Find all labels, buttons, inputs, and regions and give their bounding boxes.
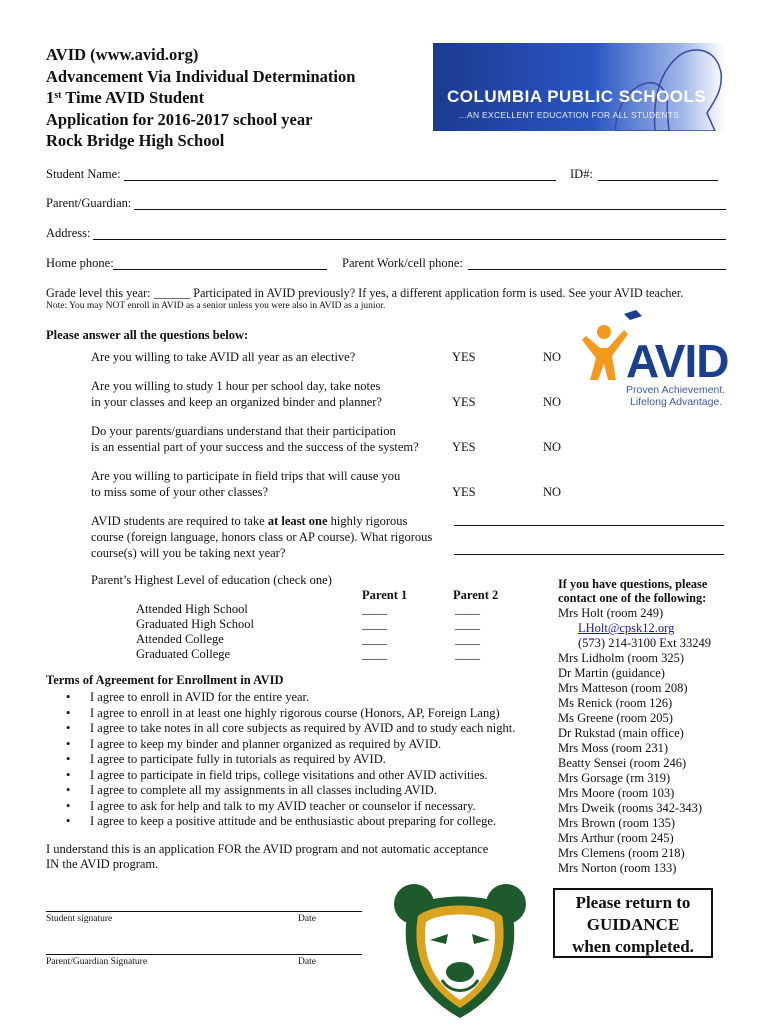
- return-line-3: when completed.: [572, 937, 694, 956]
- question-1: Are you willing to take AVID all year as an elective?: [91, 350, 356, 364]
- question-2-line-1: Are you willing to study 1 hour per school day, take notes: [91, 379, 381, 393]
- contact-holt-email-link[interactable]: LHolt@cpsk12.org: [578, 621, 675, 635]
- parent-1-blank-2[interactable]: ____: [362, 617, 387, 631]
- education-level-graduated-hs: Graduated High School: [136, 617, 255, 631]
- parent-signature-field[interactable]: [46, 954, 362, 955]
- q4-no-option[interactable]: NO: [543, 485, 562, 499]
- question-5-pre: AVID students are required to take: [91, 514, 268, 528]
- q3-yes-option[interactable]: YES: [452, 440, 476, 454]
- address-field[interactable]: [93, 239, 726, 240]
- question-5-line-2: course (foreign language, honors class or AP course). What rigorous: [91, 530, 433, 544]
- senior-note: Note: You may NOT enroll in AVID as a senior unless you were also in AVID as a junior.: [46, 301, 386, 311]
- contact-item: Mrs Arthur (room 245): [558, 831, 674, 845]
- parent-date-label: Date: [298, 957, 316, 967]
- contact-item: Mrs Lidholm (room 325): [558, 651, 685, 665]
- parent-signature-label: Parent/Guardian Signature: [46, 957, 148, 967]
- contact-holt: Mrs Holt (room 249): [558, 606, 664, 620]
- terms-item: • I agree to keep a positive attitude and be enthusiastic about preparing for college.: [62, 814, 515, 830]
- question-4-line-1: Are you willing to participate in field trips that will cause you: [91, 469, 401, 483]
- title-line-first-time: [46, 87, 355, 109]
- education-level-attended-college: Attended College: [136, 632, 224, 646]
- q2-no-option[interactable]: NO: [543, 395, 562, 409]
- student-name-field[interactable]: [124, 180, 556, 181]
- avid-logo-word: AVID: [626, 335, 729, 387]
- parent-work-phone-field[interactable]: [468, 269, 726, 270]
- contact-item: Mrs Brown (room 135): [558, 816, 676, 830]
- question-5: [91, 513, 432, 561]
- terms-list: [62, 690, 515, 830]
- education-level-graduated-college: Graduated College: [136, 647, 231, 661]
- question-4-line-2: to miss some of your other classes?: [91, 485, 269, 499]
- terms-item: • I agree to ask for help and talk to my AVID teacher or counselor if necessary.: [62, 799, 515, 815]
- title-first-superscript: st: [54, 90, 62, 101]
- parent-2-checkboxes: [455, 602, 480, 662]
- terms-heading: Terms of Agreement for Enrollment in AVID: [46, 673, 284, 687]
- understand-line-1: I understand this is an application FOR the AVID program and not automatic acceptance: [46, 842, 489, 856]
- contact-item: Mrs Gorsage (rm 319): [558, 771, 671, 785]
- parent-2-blank-4[interactable]: ____: [455, 647, 480, 661]
- contact-item: Mrs Clemens (room 218): [558, 846, 685, 860]
- avid-logo-tagline-1: Proven Achievement.: [626, 384, 726, 396]
- home-phone-label: Home phone:: [46, 256, 114, 270]
- q3-no-option[interactable]: NO: [543, 440, 562, 454]
- district-logo-tagline: ...AN EXCELLENT EDUCATION FOR ALL STUDENTS: [459, 110, 680, 120]
- terms-item: • I agree to participate in field trips, college visitations and other AVID activities.: [62, 768, 515, 784]
- contacts-heading-line-2: contact one of the following:: [558, 591, 707, 605]
- student-date-label: Date: [298, 914, 316, 924]
- q4-yes-option[interactable]: YES: [452, 485, 476, 499]
- id-field[interactable]: [598, 180, 718, 181]
- contact-item: Mrs Matteson (room 208): [558, 681, 688, 695]
- address-label: Address:: [46, 226, 91, 240]
- contacts-heading: [558, 577, 707, 605]
- parent-guardian-label: Parent/Guardian:: [46, 196, 132, 210]
- contact-holt-phone: (573) 214-3100 Ext 33249: [578, 636, 711, 650]
- contact-item: Ms Greene (room 205): [558, 711, 673, 725]
- education-heading: Parent’s Highest Level of education (check one): [91, 573, 332, 587]
- questions-heading: Please answer all the questions below:: [46, 328, 249, 342]
- contact-item: Dr Martin (guidance): [558, 666, 665, 680]
- question-5-post: highly rigorous: [327, 514, 408, 528]
- student-signature-label: Student signature: [46, 914, 113, 924]
- title-first-rest: Time AVID Student: [61, 88, 205, 107]
- return-line-2: GUIDANCE: [586, 915, 680, 934]
- contact-item: Mrs Moore (room 103): [558, 786, 675, 800]
- understand-line-2: IN the AVID program.: [46, 857, 159, 871]
- terms-item: • I agree to enroll in at least one highly rigorous course (Honors, AP, Foreign Lang): [62, 706, 515, 722]
- question-2: [91, 378, 382, 410]
- rigorous-course-field-2[interactable]: [454, 554, 724, 555]
- contacts-heading-line-1: If you have questions, please: [558, 577, 708, 591]
- district-logo: [433, 43, 725, 131]
- question-4: [91, 468, 400, 500]
- contact-item: Mrs Moss (room 231): [558, 741, 669, 755]
- parent-2-blank-1[interactable]: ____: [455, 602, 480, 616]
- q1-no-option[interactable]: NO: [543, 350, 562, 364]
- title-line-application: Application for 2016-2017 school year: [46, 109, 313, 129]
- parent-1-blank-1[interactable]: ____: [362, 602, 387, 616]
- contact-item: Mrs Dweik (rooms 342-343): [558, 801, 703, 815]
- understand-statement: [46, 842, 488, 872]
- q1-yes-option[interactable]: YES: [452, 350, 476, 364]
- q2-yes-option[interactable]: YES: [452, 395, 476, 409]
- parent-2-blank-3[interactable]: ____: [455, 632, 480, 646]
- contact-item: Ms Renick (room 126): [558, 696, 673, 710]
- terms-item: • I agree to complete all my assignments in all classes including AVID.: [62, 783, 515, 799]
- parent-guardian-field[interactable]: [134, 209, 726, 210]
- question-5-emphasis: at least one: [267, 514, 328, 528]
- contact-list: [558, 651, 702, 876]
- question-3: [91, 423, 419, 455]
- question-3-line-1: Do your parents/guardians understand that their participation: [91, 424, 396, 438]
- student-signature-field[interactable]: [46, 911, 362, 912]
- parent-work-phone-label: Parent Work/cell phone:: [342, 256, 463, 270]
- avid-logo: [572, 308, 732, 418]
- home-phone-field[interactable]: [113, 269, 327, 270]
- avid-logo-tagline-2: Lifelong Advantage.: [630, 396, 723, 408]
- student-name-label: Student Name:: [46, 167, 121, 181]
- education-level-attended-hs: Attended High School: [136, 602, 248, 616]
- contact-item: Mrs Norton (room 133): [558, 861, 677, 875]
- terms-item: • I agree to enroll in AVID for the entire year.: [62, 690, 515, 706]
- question-3-line-2: is an essential part of your success and the success of the system?: [91, 440, 419, 454]
- terms-item: • I agree to take notes in all core subjects as required by AVID and to study each night.: [62, 721, 515, 737]
- title-line-school: Rock Bridge High School: [46, 131, 225, 150]
- bear-mascot-icon: [390, 880, 530, 1022]
- question-5-line-1: [91, 513, 432, 529]
- contact-item: Dr Rukstad (main office): [558, 726, 684, 740]
- id-label: ID#:: [570, 167, 593, 181]
- terms-item: • I agree to participate fully in tutorials as required by AVID.: [62, 752, 515, 768]
- parent-2-column-heading: Parent 2: [453, 588, 499, 602]
- return-to-guidance-box: [553, 888, 713, 958]
- title-line-avid: AVID (www.avid.org): [46, 45, 199, 64]
- question-2-line-2: in your classes and keep an organized binder and planner?: [91, 395, 382, 409]
- contact-item: Beatty Sensei (room 246): [558, 756, 687, 770]
- document-title: [46, 44, 355, 152]
- title-first-number: 1: [46, 88, 55, 107]
- education-levels: [136, 602, 254, 662]
- return-line-1: Please return to: [575, 893, 691, 912]
- parent-1-column-heading: Parent 1: [362, 588, 408, 602]
- parent-1-blank-3[interactable]: ____: [362, 632, 387, 646]
- parent-1-checkboxes: [362, 602, 387, 662]
- parent-1-blank-4[interactable]: ____: [362, 647, 387, 661]
- terms-item: • I agree to keep my binder and planner organized as required by AVID.: [62, 737, 515, 753]
- question-5-line-3: course(s) will you be taking next year?: [91, 546, 286, 560]
- grade-level-line: Grade level this year: ______ Participated in AVID previously? If yes, a different application form is used. See your AVID teacher.: [46, 286, 684, 300]
- rigorous-course-field-1[interactable]: [454, 525, 724, 526]
- parent-2-blank-2[interactable]: ____: [455, 617, 480, 631]
- title-line-advancement: Advancement Via Individual Determination: [46, 66, 356, 86]
- district-logo-name: COLUMBIA PUBLIC SCHOOLS: [447, 87, 707, 106]
